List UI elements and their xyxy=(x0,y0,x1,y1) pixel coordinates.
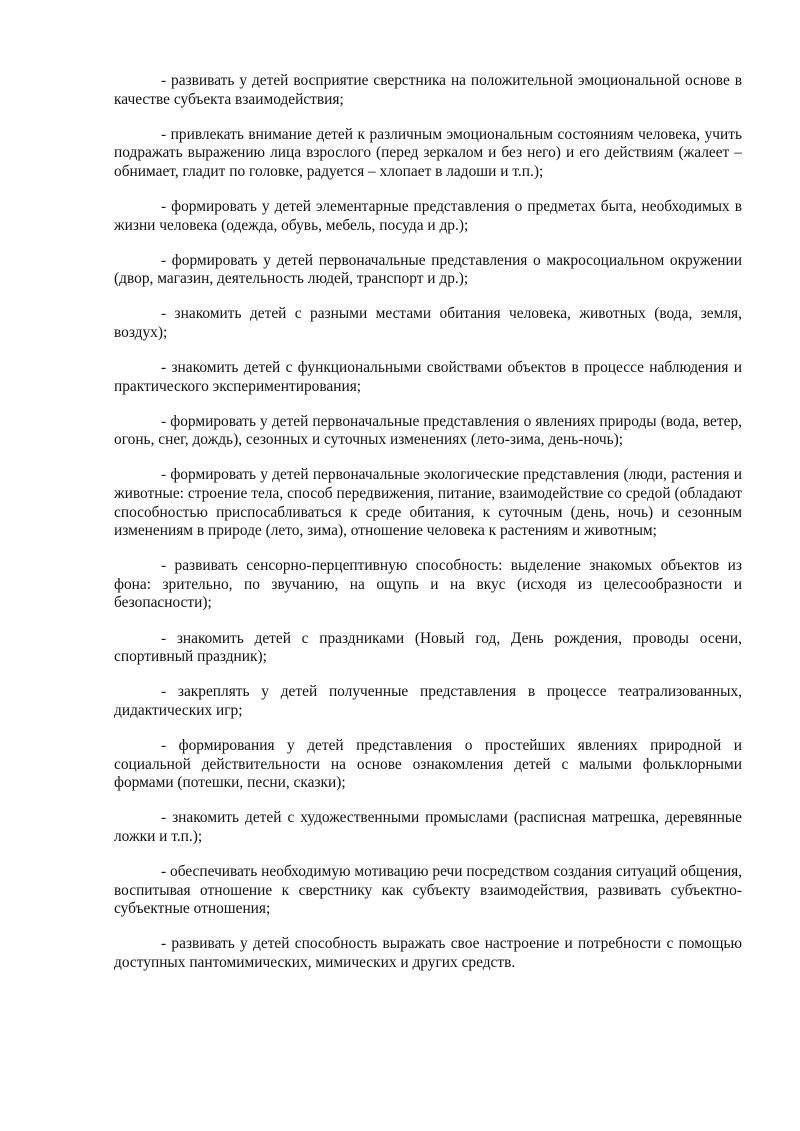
document-page xyxy=(114,72,742,989)
list-item-holidays: - знакомить детей с праздниками (Новый год, День рождения, проводы осени, спортивный праздник); xyxy=(114,629,742,666)
list-item-speech-motivation: - обеспечивать необходимую мотивацию речи посредством создания ситуаций общения, воспитывая отношение к сверстнику как субъекту взаимодействия, развивать субъектно-субъектные отношения; xyxy=(114,862,742,918)
list-item-habitats: - знакомить детей с разными местами обитания человека, животных (вода, земля, воздух); xyxy=(114,305,742,341)
list-item-folklore-forms: - формирования у детей представления о простейших явлениях природной и социальной действительности на основе ознакомления детей с малыми фольклорными формами (потешки, песни, сказки); xyxy=(114,736,742,792)
list-item-ecological-ideas: - формировать у детей первоначальные экологические представления (люди, растения и животные: строение тела, способ передвижения, питание, взаимодействие со средой (обладают способностью приспосабливаться к среде обитания, к суточным (день, ночь) и сезонным изменениям в природе (лето, зима), отношение человека к растениям и животным; xyxy=(114,466,742,540)
list-item-household-items: - формировать у детей элементарные представления о предметах быта, необходимых в жизни человека (одежда, обувь, мебель, посуда и др.); xyxy=(114,197,742,234)
list-item-theatrical-games: - закреплять у детей полученные представления в процессе театрализованных, дидактических игр; xyxy=(114,683,742,719)
list-item-folk-crafts: - знакомить детей с художественными промыслами (расписная матрешка, деревянные ложки и т.п.); xyxy=(114,809,742,845)
list-item-emotional-states: - привлекать внимание детей к различным эмоциональным состояниям человека, учить подражать выражению лица взрослого (перед зеркалом и без него) и его действиям (жалеет – обнимает, гладит по головке, радуется – хлопает в ладоши и т.п.); xyxy=(114,125,742,180)
list-item-expressing-mood: - развивать у детей способность выражать свое настроение и потребности с помощью доступных пантомимических, мимических и других средств. xyxy=(114,935,742,971)
list-item-functional-properties: - знакомить детей с функциональными свойствами объектов в процессе наблюдения и практического экспериментирования; xyxy=(114,359,742,395)
list-item-sensory-perceptive: - развивать сенсорно-перцептивную способность: выделение знакомых объектов из фона: зрительно, по звучанию, на ощупь и на вкус (исходя из целесообразности и безопасности); xyxy=(114,557,742,612)
list-item-macrosocial-environment: - формировать у детей первоначальные представления о макросоциальном окружении (двор, магазин, деятельность людей, транспорт и др.); xyxy=(114,251,742,288)
list-item-perception-of-peers: - развивать у детей восприятие сверстника на положительной эмоциональной основе в качестве субъекта взаимодействия; xyxy=(114,72,742,108)
list-item-natural-phenomena: - формировать у детей первоначальные представления о явлениях природы (вода, ветер, огонь, снег, дождь), сезонных и суточных изменениях (лето-зима, день-ночь); xyxy=(114,412,742,449)
